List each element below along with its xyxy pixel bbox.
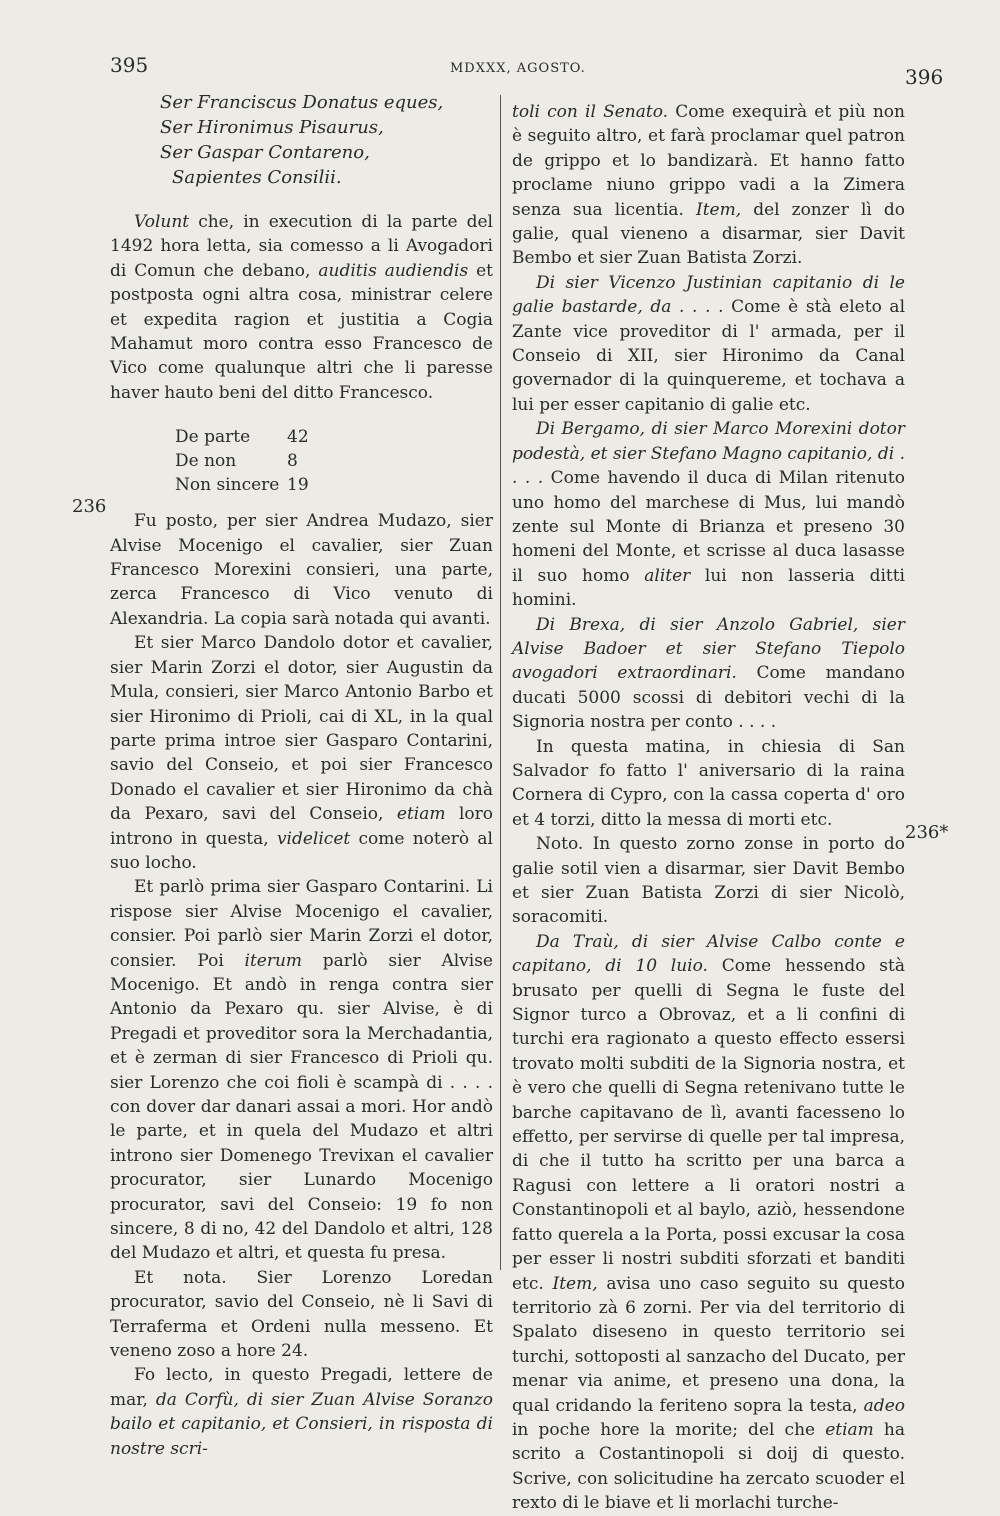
text: Et parlò prima sier Gasparo Contarini. Li rispose sier Alvise Mocenigo el cavalier, consier. Poi parlò sier Marin Zorzi el dotor, consier. Poi [110, 877, 493, 971]
text: in poche hore la morite; del che [512, 1419, 826, 1440]
vote-value: 42 [287, 427, 309, 448]
paragraph [512, 417, 905, 612]
running-head: MDXXX, AGOSTO. [450, 61, 586, 76]
vote-label: De parte [175, 427, 251, 448]
vote-tally [175, 425, 493, 497]
italic-text: iterum [244, 950, 303, 971]
italic-text: Di sier Vicenzo Justinian capitanio di le galie bastarde, da . . . . [512, 272, 905, 318]
page-number-left: 395 [110, 53, 149, 77]
italic-text: Item, [696, 199, 742, 220]
vote-row [175, 425, 493, 449]
text: del zonzer lì do galie, qual vieneno a disarmar, sier Davit Bembo et sier Zuan Batista Zorzi. [512, 199, 905, 269]
italic-text: Item, [552, 1273, 598, 1294]
text: Come è stà eleto al Zante vice proveditor di l' armada, per il Conseio di XII, sier Hironimo da Canal governador di la quinquereme, et tochava a lui per esser capitanio di galie etc. [512, 297, 905, 415]
text: come noterò al suo locho. [110, 828, 493, 873]
text: Et sier Marco Dandolo dotor et cavalier, sier Marin Zorzi el dotor, sier Augustin da Mula, consieri, sier Marco Antonio Barbo et sier Hironimo di Prioli, cai di XL, in la qual parte prima introe sier Gasparo Contarini, savio del Conseio, et poi sier Francesco Donado el cavalier et sier Hironimo da chà da Pexaro, savi del Conseio, [110, 633, 493, 825]
paragraph: Et nota. Sier Lorenzo Loredan procurator, savio del Conseio, nè li Savi di Terraferma et Ordeni nulla messeno. Et veneno zoso a hore 24. [110, 1267, 493, 1362]
text: lui non lasseria ditti homini. [512, 565, 905, 611]
signer-line: Sapientes Consilii. [172, 167, 342, 188]
italic-text: etiam [396, 804, 446, 825]
text: parlò sier Alvise Mocenigo. Et andò in renga contra sier Antonio da Pexaro qu. sier Alvise, è di Pregadi et proveditor sora la Merchadantia, et è zerman di sier Francesco di Prioli qu. sier Lorenzo che coi fioli è scampà di . . . . con dover dar danari assai a mori. Hor andò le parte, et in quela del Mudazo et altri introno sier Domenego Trevixan el cavalier procurator, sier Lunardo Mocenigo procurator, savi del Conseio: 19 fo non sincere, 8 di no, 42 del Dandolo et altri, 128 del Mudazo et altri, et questa fu presa. [110, 950, 493, 1264]
italic-text: da Corfù, di sier Zuan Alvise Soranzo bailo et capitanio, et Consieri, in risposta di nostre scri- [110, 1389, 494, 1459]
paragraph [110, 210, 493, 405]
page-number-right: 396 [905, 65, 944, 89]
vote-value: 19 [287, 475, 309, 496]
margin-note-left: 236 [72, 496, 107, 517]
text: Come exequirà et più non è seguito altro, et farà proclamar quel patron de grippo et lo bandizarà. Et hanno fatto proclame niuno grippo vadi a la Zimera senza sua licentia. [512, 102, 905, 220]
signers-list [110, 90, 493, 190]
text: Come hessendo stà brusato per quelli di Segna le fuste del Signor turco a Obrovaz, et a li confini di turchi era ragionato a questo effecto essersi trovato molti subditi de la Signoria nostra, et è vero che quelli di Segna retenivano tutte le barche capitavano de lì, avanti facesseno lo effetto, per servirse di quelle per tal impresa, di che il tutto ha scritto per una barca a Ragusi con lettere a li oratori nostri a Constantinopoli et al baylo, aziò, hessendone fatto querela a la Porta, possi excusar la cosa per esser li nostri subditi sforzati et banditi etc. [512, 956, 905, 1294]
italic-text: videlicet [276, 828, 351, 849]
paragraph [110, 631, 493, 875]
signer-line: Ser Franciscus Donatus eques, [160, 92, 444, 113]
paragraph [110, 1363, 493, 1461]
text: ha scrito a Costantinopoli si doij di questo. Scrive, con solicitudine ha zercato scuoder el rexto di le biave et li morlachi turche- [512, 1419, 905, 1514]
text: et postposta ogni altra cosa, ministrar celere et expedita ragion et justitia a Cogia Mahamut moro contra esso Francesco de Vico come qualunque altri che li paresse haver hauto beni del ditto Francesco. [110, 260, 494, 403]
paragraph: In questa matina, in chiesia di San Salvador fo fatto l' aniversario di la raina Cornera di Cypro, con la cassa coperta d' oro et 4 torzi, ditto la messa di morti etc. [512, 736, 905, 830]
italic-text: adeo [863, 1395, 905, 1416]
italic-text: Volunt [134, 212, 190, 232]
vote-row [175, 449, 493, 473]
vote-value: 8 [287, 451, 298, 472]
italic-text: Da Traù, di sier Alvise Calbo conte e capitano, di 10 luio. [512, 931, 905, 977]
signer-line: Ser Gaspar Contareno, [160, 142, 370, 163]
text: loro introno in questa, [110, 804, 493, 849]
text: avisa uno caso seguito su questo territorio zà 6 zorni. Per via del territorio di Spalato diseseno in questo territorio sei turchi, sottoposti al sanzacho del Ducato, per menar via anime, et preseno una dona, la qual cridando la feriteno sopra la testa, [512, 1273, 905, 1416]
text: Come havendo il duca di Milan ritenuto uno homo del marchese di Mus, lui mandò zente sul Monte di Brianza et preseno 30 homeni del Monte, et scrisse al duca lasasse il suo homo [512, 468, 905, 586]
italic-text: etiam [825, 1419, 874, 1440]
paragraph [512, 271, 905, 417]
vote-label: De non [175, 451, 237, 472]
paragraph [512, 930, 905, 1516]
left-column [110, 90, 493, 1461]
paragraph: Fu posto, per sier Andrea Mudazo, sier Alvise Mocenigo el cavalier, sier Zuan Francesco Morexini consieri, una parte, zerca Francesco di Vico venuto di Alexandria. La copia sarà notada qui avanti. [110, 511, 493, 629]
paragraph [512, 100, 905, 271]
page-header [0, 45, 1000, 89]
vote-row [175, 473, 493, 497]
text: Come mandano ducati 5000 scossi di debitori vechi di la Signoria nostra per conto . . . . [512, 663, 905, 733]
margin-note-right: 236* [905, 822, 949, 843]
paragraph: Noto. In questo zorno zonse in porto do galie sotil vien a disarmar, sier Davit Bembo et sier Zuan Batista Zorzi di sier Nicolò, soracomiti. [512, 834, 905, 928]
italic-text: aliter [644, 565, 691, 586]
italic-text: Di Brexa, di sier Anzolo Gabriel, sier Alvise Badoer et sier Stefano Tiepolo avogadori extraordinari. [512, 614, 905, 684]
signer-line: Ser Hironimus Pisaurus, [160, 117, 384, 138]
text: che, in execution di la parte del 1492 hora letta, sia comesso a li Avogadori di Comun che debano, [110, 212, 493, 281]
column-divider [500, 95, 501, 1270]
vote-label: Non sincere [175, 475, 280, 496]
italic-text: auditis audiendis [318, 260, 469, 281]
right-column [512, 100, 905, 1516]
text: Fo lecto, in questo Pregadi, lettere de mar, [110, 1365, 493, 1410]
paragraph [110, 875, 493, 1266]
paragraph [512, 613, 905, 735]
italic-text: Di Bergamo, di sier Marco Morexini dotor podestà, et sier Stefano Magno capitanio, di . . . . [512, 419, 905, 489]
italic-text: toli con il Senato. [512, 102, 669, 122]
